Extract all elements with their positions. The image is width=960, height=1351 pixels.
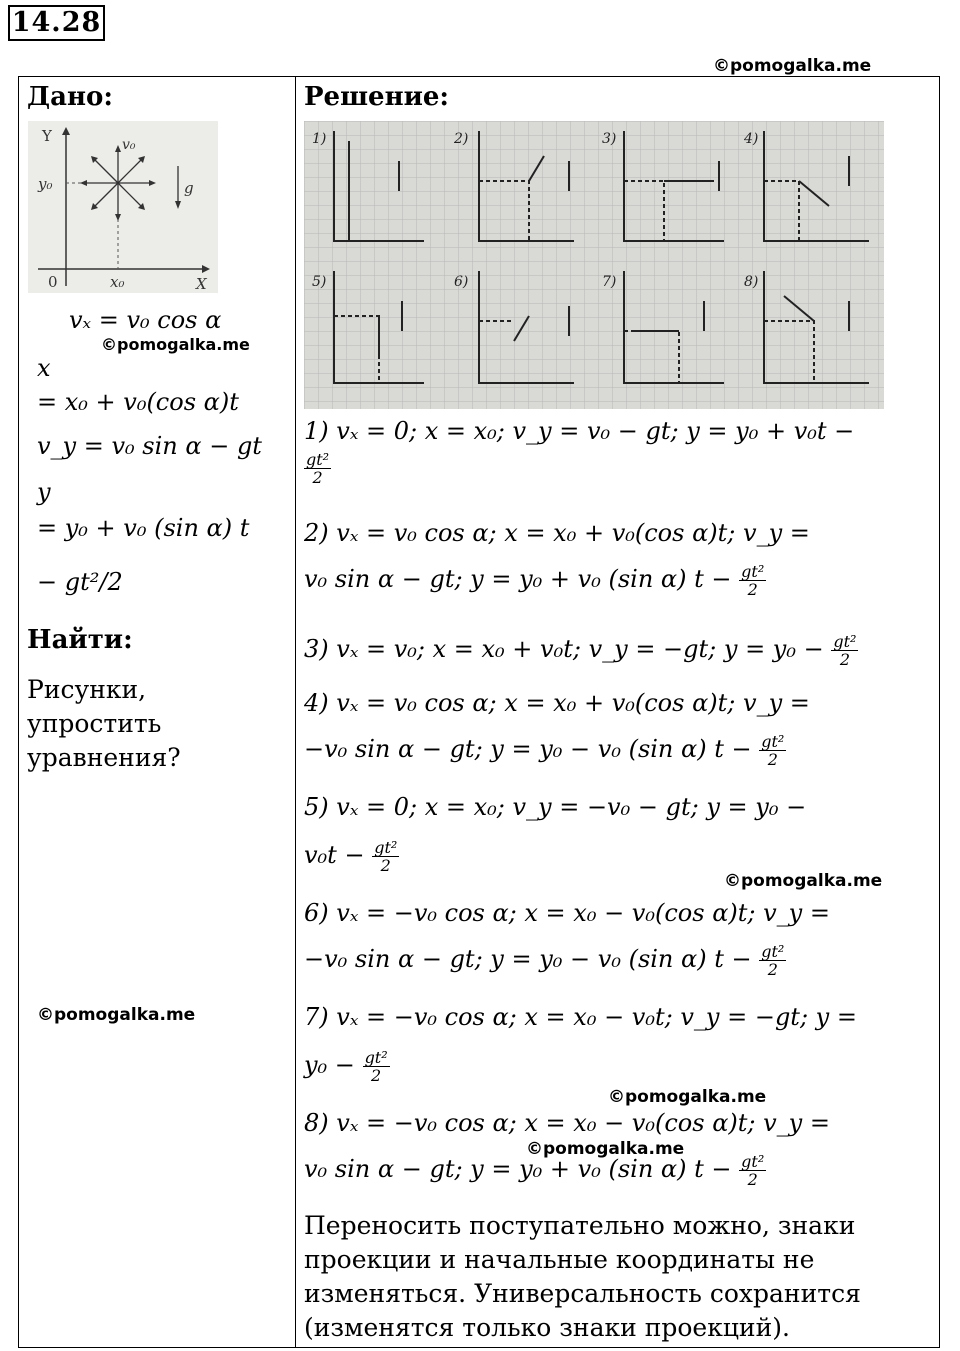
solution-line-5-cont: v₀t − $\frac{\text{gt²}}{2}$	[304, 838, 398, 875]
sketch-label-1: 1)	[312, 131, 327, 147]
sketch-label-2: 2)	[454, 131, 469, 147]
x0-label: x₀	[110, 273, 125, 291]
find-line-3: уравнения?	[27, 743, 181, 772]
solution-line-6: 6) vₓ = −v₀ cos α; x = x₀ − v₀(cos α)t; v_y =	[304, 899, 830, 927]
solution-column	[296, 77, 940, 1348]
solution-line-4: 4) vₓ = v₀ cos α; x = x₀ + v₀(cos α)t; v_y =	[304, 689, 810, 717]
v0-label: v₀	[122, 137, 136, 153]
given-eq-x: = x₀ + v₀(cos α)t	[37, 388, 239, 416]
watermark-left-1: ©pomogalka.me	[101, 335, 250, 354]
solution-line-7-cont: y₀ − $\frac{\text{gt²}}{2}$	[304, 1048, 388, 1085]
sketch-label-4: 4)	[744, 131, 759, 147]
y-axis-label: Y	[42, 127, 52, 145]
g-label: g	[184, 179, 194, 197]
given-figure	[28, 121, 218, 293]
find-line-2: упростить	[27, 709, 162, 738]
watermark-right-1: ©pomogalka.me	[724, 871, 883, 891]
solution-line-7: 7) vₓ = −v₀ cos α; x = x₀ − v₀t; v_y = −gt; y =	[304, 1003, 857, 1031]
sketch-label-8: 8)	[744, 274, 759, 290]
conclusion-line-1: Переносить поступательно можно, знаки	[304, 1211, 856, 1240]
solution-line-2-cont: v₀ sin α − gt; y = y₀ + v₀ (sin α) t − $\frac{\text{gt²}}{2}$	[304, 562, 765, 599]
find-header: Найти:	[27, 625, 133, 655]
conclusion-line-3: изменяться. Универсальность сохранится	[304, 1279, 861, 1308]
solution-header: Решение:	[304, 82, 450, 112]
solution-line-5: 5) vₓ = 0; x = x₀; v_y = −v₀ − gt; y = y₀ −	[304, 793, 807, 821]
given-eq-vy: v_y = v₀ sin α − gt	[37, 432, 262, 460]
solution-table	[18, 76, 940, 1348]
problem-number: 14.28	[8, 5, 105, 41]
solution-line-4-cont: −v₀ sin α − gt; y = y₀ − v₀ (sin α) t − $\frac{\text{gt²}}{2}$	[304, 732, 785, 769]
conclusion-line-2: проекции и начальные координаты не	[304, 1245, 815, 1274]
given-eq-vx: vₓ = v₀ cos α	[69, 306, 222, 334]
given-column	[19, 77, 296, 1348]
solution-line-6-cont: −v₀ sin α − gt; y = y₀ − v₀ (sin α) t − $\frac{\text{gt²}}{2}$	[304, 942, 785, 979]
given-eq-y-label: y	[37, 478, 51, 506]
solution-line-8: 8) vₓ = −v₀ cos α; x = x₀ − v₀(cos α)t; v_y =	[304, 1109, 830, 1137]
sketch-label-6: 6)	[454, 274, 469, 290]
sketch-label-5: 5)	[312, 274, 327, 290]
given-eq-x-label: x	[37, 354, 51, 382]
sketch-label-7: 7)	[602, 274, 617, 290]
sketch-label-3: 3)	[602, 131, 617, 147]
given-eq-y-tail: − gt²/2	[37, 568, 123, 596]
velocity-directions-diagram	[28, 121, 218, 293]
solution-line-1: 1) vₓ = 0; x = x₀; v_y = v₀ − gt; y = y₀ + v₀t −	[304, 417, 855, 445]
x-axis-label: X	[196, 275, 207, 293]
solution-line-1-frac: $\frac{\text{gt²}}{2}$	[306, 450, 330, 487]
given-eq-y: = y₀ + v₀ (sin α) t	[37, 514, 250, 542]
solution-line-2: 2) vₓ = v₀ cos α; x = x₀ + v₀(cos α)t; v_y =	[304, 519, 810, 547]
watermark: ©pomogalka.me	[713, 56, 872, 76]
sketches-grid	[304, 121, 884, 409]
watermark-left-2: ©pomogalka.me	[37, 1005, 196, 1025]
watermark-right-2: ©pomogalka.me	[608, 1087, 767, 1107]
given-header: Дано:	[27, 82, 113, 112]
solution-line-3: 3) vₓ = v₀; x = x₀ + v₀t; v_y = −gt; y = y₀ − $\frac{\text{gt²}}{2}$	[304, 632, 857, 669]
conclusion-line-4: (изменятся только знаки проекций).	[304, 1313, 790, 1342]
sketches-photo	[304, 121, 884, 409]
find-line-1: Рисунки,	[27, 675, 147, 704]
origin-label: 0	[48, 273, 58, 291]
watermark-right-3: ©pomogalka.me	[526, 1139, 685, 1159]
y0-label: y₀	[38, 175, 53, 193]
solution-line-8-cont: v₀ sin α − gt; y = y₀ + v₀ (sin α) t − $\frac{\text{gt²}}{2}$	[304, 1152, 765, 1189]
